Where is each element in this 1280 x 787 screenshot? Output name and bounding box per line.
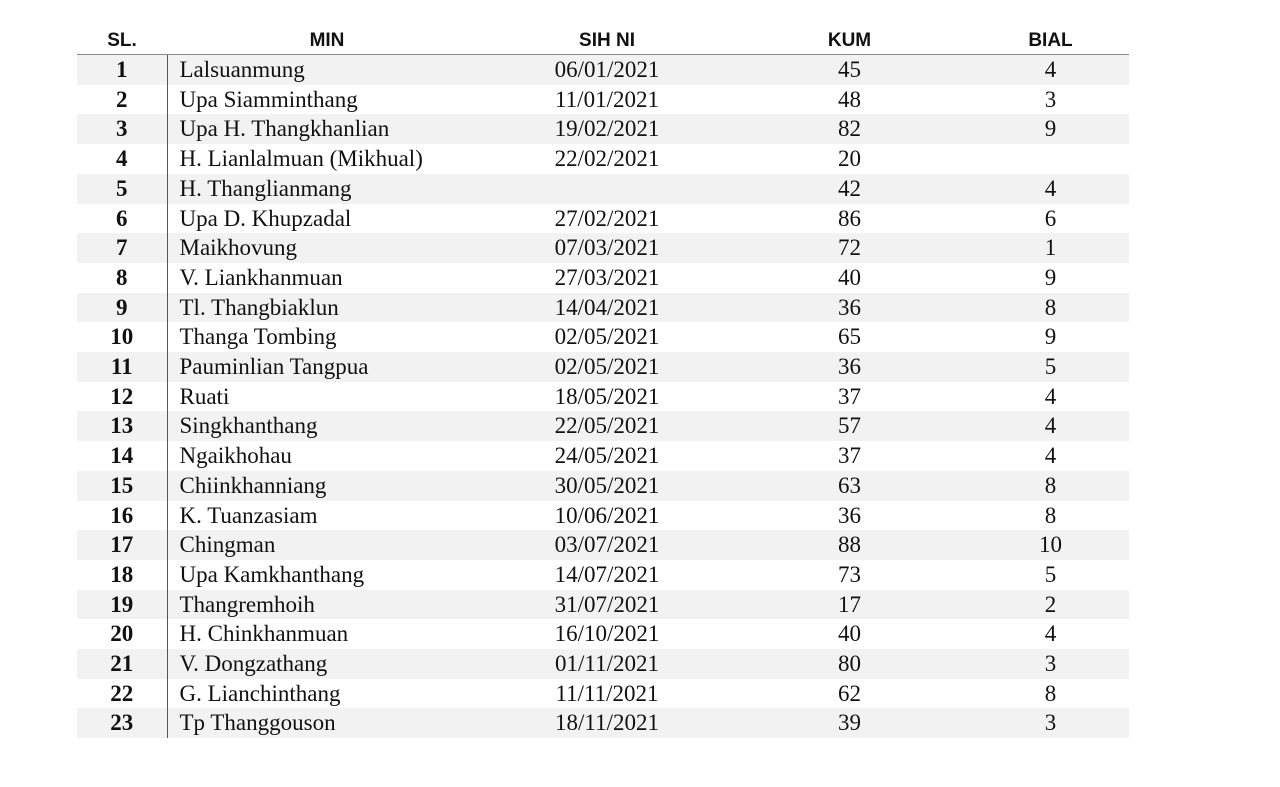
cell-bial: 1 — [972, 233, 1129, 263]
table-row — [77, 649, 1129, 679]
table-row — [77, 233, 1129, 263]
header-sl: SL. — [77, 27, 167, 55]
cell-min: K. Tuanzasiam — [167, 501, 487, 531]
cell-sl: 3 — [77, 114, 167, 144]
cell-bial: 4 — [972, 55, 1129, 85]
cell-sih-ni: 27/03/2021 — [487, 263, 727, 293]
cell-sl: 6 — [77, 204, 167, 234]
table-row — [77, 322, 1129, 352]
cell-sih-ni: 10/06/2021 — [487, 501, 727, 531]
cell-min: Tp Thanggouson — [167, 708, 487, 738]
cell-min: Ruati — [167, 382, 487, 412]
cell-sl: 18 — [77, 560, 167, 590]
cell-kum: 36 — [727, 352, 972, 382]
table-row — [77, 441, 1129, 471]
table-row — [77, 530, 1129, 560]
cell-sih-ni: 22/02/2021 — [487, 144, 727, 174]
table-row — [77, 293, 1129, 323]
cell-sih-ni: 11/11/2021 — [487, 679, 727, 709]
table-row — [77, 501, 1129, 531]
table-row — [77, 560, 1129, 590]
cell-sih-ni: 24/05/2021 — [487, 441, 727, 471]
cell-kum: 57 — [727, 411, 972, 441]
cell-kum: 65 — [727, 322, 972, 352]
header-min: MIN — [167, 27, 487, 55]
cell-kum: 40 — [727, 263, 972, 293]
cell-sih-ni: 02/05/2021 — [487, 352, 727, 382]
cell-bial: 8 — [972, 679, 1129, 709]
cell-sl: 16 — [77, 501, 167, 531]
table-row — [77, 114, 1129, 144]
cell-kum: 82 — [727, 114, 972, 144]
cell-sl: 19 — [77, 590, 167, 620]
cell-bial: 2 — [972, 590, 1129, 620]
cell-sih-ni: 16/10/2021 — [487, 619, 727, 649]
cell-min: Upa D. Khupzadal — [167, 204, 487, 234]
cell-kum: 48 — [727, 85, 972, 115]
cell-sih-ni: 19/02/2021 — [487, 114, 727, 144]
cell-kum: 20 — [727, 144, 972, 174]
cell-kum: 86 — [727, 204, 972, 234]
table-row — [77, 382, 1129, 412]
records-table-container — [77, 27, 1129, 738]
cell-kum: 17 — [727, 590, 972, 620]
cell-sl: 4 — [77, 144, 167, 174]
cell-kum: 80 — [727, 649, 972, 679]
cell-min: Upa H. Thangkhanlian — [167, 114, 487, 144]
cell-kum: 45 — [727, 55, 972, 85]
cell-bial: 5 — [972, 352, 1129, 382]
cell-min: Upa Siamminthang — [167, 85, 487, 115]
cell-min: H. Lianlalmuan (Mikhual) — [167, 144, 487, 174]
cell-bial: 9 — [972, 263, 1129, 293]
table-header — [77, 27, 1129, 55]
cell-bial: 4 — [972, 619, 1129, 649]
cell-kum: 72 — [727, 233, 972, 263]
table-row — [77, 85, 1129, 115]
cell-kum: 42 — [727, 174, 972, 204]
cell-sih-ni: 02/05/2021 — [487, 322, 727, 352]
table-row — [77, 204, 1129, 234]
cell-sih-ni: 14/07/2021 — [487, 560, 727, 590]
cell-bial: 9 — [972, 114, 1129, 144]
cell-kum: 36 — [727, 501, 972, 531]
cell-min: Maikhovung — [167, 233, 487, 263]
cell-sl: 2 — [77, 85, 167, 115]
cell-kum: 62 — [727, 679, 972, 709]
cell-sl: 22 — [77, 679, 167, 709]
cell-bial: 6 — [972, 204, 1129, 234]
cell-sl: 17 — [77, 530, 167, 560]
cell-kum: 73 — [727, 560, 972, 590]
header-kum: KUM — [727, 27, 972, 55]
cell-sih-ni: 03/07/2021 — [487, 530, 727, 560]
cell-sih-ni: 06/01/2021 — [487, 55, 727, 85]
cell-sih-ni: 01/11/2021 — [487, 649, 727, 679]
records-table — [77, 27, 1129, 738]
cell-sih-ni: 31/07/2021 — [487, 590, 727, 620]
cell-bial: 9 — [972, 322, 1129, 352]
cell-bial: 3 — [972, 85, 1129, 115]
cell-bial: 3 — [972, 708, 1129, 738]
cell-sl: 14 — [77, 441, 167, 471]
cell-min: Chiinkhanniang — [167, 471, 487, 501]
cell-sl: 1 — [77, 55, 167, 85]
cell-bial: 5 — [972, 560, 1129, 590]
table-row — [77, 352, 1129, 382]
cell-min: Singkhanthang — [167, 411, 487, 441]
cell-kum: 37 — [727, 441, 972, 471]
cell-bial: 4 — [972, 411, 1129, 441]
table-row — [77, 55, 1129, 85]
table-row — [77, 411, 1129, 441]
table-body — [77, 55, 1129, 739]
cell-bial: 3 — [972, 649, 1129, 679]
cell-sih-ni: 11/01/2021 — [487, 85, 727, 115]
cell-sih-ni: 18/05/2021 — [487, 382, 727, 412]
cell-min: V. Liankhanmuan — [167, 263, 487, 293]
cell-min: H. Thanglianmang — [167, 174, 487, 204]
cell-sih-ni: 30/05/2021 — [487, 471, 727, 501]
cell-min: Upa Kamkhanthang — [167, 560, 487, 590]
cell-kum: 36 — [727, 293, 972, 323]
table-row — [77, 708, 1129, 738]
cell-sih-ni: 27/02/2021 — [487, 204, 727, 234]
table-row — [77, 619, 1129, 649]
cell-kum: 88 — [727, 530, 972, 560]
cell-bial: 8 — [972, 501, 1129, 531]
cell-sl: 15 — [77, 471, 167, 501]
cell-sl: 13 — [77, 411, 167, 441]
cell-sl: 9 — [77, 293, 167, 323]
cell-sih-ni: 22/05/2021 — [487, 411, 727, 441]
cell-sih-ni — [487, 174, 727, 204]
cell-min: Chingman — [167, 530, 487, 560]
cell-sl: 10 — [77, 322, 167, 352]
cell-kum: 39 — [727, 708, 972, 738]
cell-sl: 7 — [77, 233, 167, 263]
cell-bial: 4 — [972, 382, 1129, 412]
cell-bial — [972, 144, 1129, 174]
cell-bial: 4 — [972, 441, 1129, 471]
table-row — [77, 174, 1129, 204]
cell-sl: 11 — [77, 352, 167, 382]
cell-sl: 8 — [77, 263, 167, 293]
cell-kum: 40 — [727, 619, 972, 649]
cell-min: Lalsuanmung — [167, 55, 487, 85]
table-row — [77, 679, 1129, 709]
table-row — [77, 263, 1129, 293]
table-row — [77, 590, 1129, 620]
cell-min: V. Dongzathang — [167, 649, 487, 679]
cell-sih-ni: 07/03/2021 — [487, 233, 727, 263]
cell-bial: 8 — [972, 293, 1129, 323]
cell-min: Thangremhoih — [167, 590, 487, 620]
cell-sl: 23 — [77, 708, 167, 738]
cell-min: H. Chinkhanmuan — [167, 619, 487, 649]
cell-sl: 12 — [77, 382, 167, 412]
cell-sl: 5 — [77, 174, 167, 204]
cell-bial: 8 — [972, 471, 1129, 501]
cell-kum: 37 — [727, 382, 972, 412]
header-sih-ni: SIH NI — [487, 27, 727, 55]
cell-sih-ni: 14/04/2021 — [487, 293, 727, 323]
table-row — [77, 471, 1129, 501]
cell-kum: 63 — [727, 471, 972, 501]
cell-min: G. Lianchinthang — [167, 679, 487, 709]
cell-min: Ngaikhohau — [167, 441, 487, 471]
cell-sih-ni: 18/11/2021 — [487, 708, 727, 738]
table-row — [77, 144, 1129, 174]
cell-min: Pauminlian Tangpua — [167, 352, 487, 382]
cell-bial: 4 — [972, 174, 1129, 204]
cell-min: Thanga Tombing — [167, 322, 487, 352]
cell-bial: 10 — [972, 530, 1129, 560]
header-bial: BIAL — [972, 27, 1129, 55]
cell-sl: 20 — [77, 619, 167, 649]
cell-sl: 21 — [77, 649, 167, 679]
cell-min: Tl. Thangbiaklun — [167, 293, 487, 323]
header-row — [77, 27, 1129, 55]
